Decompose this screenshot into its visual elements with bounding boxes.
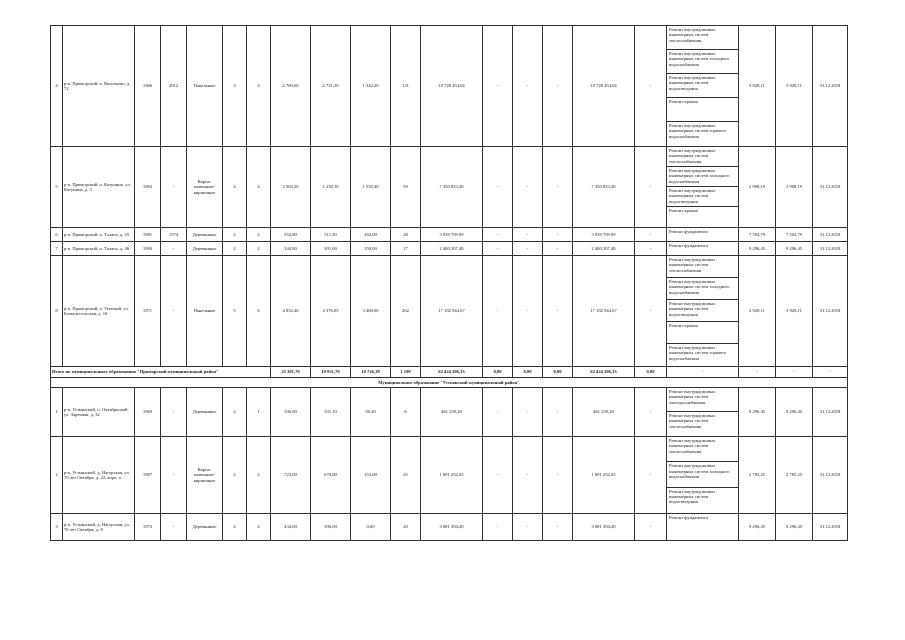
cell-works bbox=[667, 256, 739, 367]
cell-area-total: 723,00 bbox=[271, 437, 311, 514]
cell-year-built: 1994 bbox=[135, 242, 161, 256]
cell-cost-total: 461 239,20 bbox=[421, 388, 483, 437]
cell-cost-total: 1 891 252,65 bbox=[421, 437, 483, 514]
cell-f2: - bbox=[513, 437, 543, 514]
cell-walls: Кирпо-каменные/кирпичные bbox=[187, 437, 223, 514]
work-item: Ремонт внутридомовых инженерных систем горячего водоснабжения bbox=[669, 123, 727, 139]
cell-deadline: 31.12.2018 bbox=[813, 147, 848, 228]
cell-addr: р-к. Приморский, п. Уемский, ул. Большесельская, д. 16 bbox=[63, 256, 135, 367]
cell-walls: Деревянные bbox=[187, 388, 223, 437]
cell-entrances: 2 bbox=[247, 242, 271, 256]
primorsky-rows bbox=[51, 26, 848, 367]
cell-year-mod: - bbox=[161, 388, 187, 437]
work-item: Ремонт внутридомовых инженерных систем теплоснабжения bbox=[667, 256, 738, 278]
cell-no: 5 bbox=[51, 147, 63, 228]
cell-deadline: 31.12.2018 bbox=[813, 513, 848, 540]
cell-f3: - bbox=[543, 228, 573, 242]
cell-works bbox=[667, 147, 739, 228]
total-area-living: 19 931,70 bbox=[311, 367, 351, 378]
cell-limit-cost: 2 785,25 bbox=[776, 437, 813, 514]
cell-area-res: 1 342,20 bbox=[351, 26, 391, 147]
cell-walls: Деревянные bbox=[187, 228, 223, 242]
cell-walls: Кирпо-каменные/кирпичные bbox=[187, 147, 223, 228]
total-area-total: 25 301,70 bbox=[271, 367, 311, 378]
cell-other: - bbox=[635, 513, 667, 540]
cell-unit-cost: 9 296,45 bbox=[739, 513, 776, 540]
total-label: Итого по муниципальному образованию "Приморский муниципальный район" bbox=[51, 367, 271, 378]
cell-area-res: 153,00 bbox=[351, 437, 391, 514]
cell-year-built: 1969 bbox=[135, 388, 161, 437]
total-dash-3: - bbox=[776, 367, 813, 378]
work-item: Ремонт внутридомовых инженерных систем холодного водоснабжения bbox=[667, 50, 738, 74]
cell-own: 3 039 709,99 bbox=[573, 228, 635, 242]
cell-addr: р-к. Приморский, п. Талаги, д. 25 bbox=[63, 228, 135, 242]
cell-unit-cost: 7 504,79 bbox=[739, 228, 776, 242]
cell-area-res: 1 535,40 bbox=[351, 147, 391, 228]
cell-floors: 2 bbox=[223, 228, 247, 242]
ustyansky-rows bbox=[51, 388, 848, 541]
work-item: Ремонт крыши bbox=[669, 208, 698, 213]
cell-no: 2 bbox=[51, 437, 63, 514]
work-item: Ремонт внутридомовых инженерных систем горячего водоснабжения bbox=[669, 345, 727, 361]
cell-no: 4 bbox=[51, 26, 63, 147]
cell-other: - bbox=[635, 437, 667, 514]
cell-limit-cost: 3 928,11 bbox=[776, 256, 813, 367]
cell-year-built: 1987 bbox=[135, 437, 161, 514]
cell-f2: - bbox=[513, 147, 543, 228]
cell-unit-cost: 9 296,45 bbox=[739, 242, 776, 256]
cell-deadline: 31.12.2018 bbox=[813, 388, 848, 437]
cell-area-total: 434,00 bbox=[271, 513, 311, 540]
cell-area-living: 331,10 bbox=[311, 388, 351, 437]
cell-area-living: 396,00 bbox=[311, 513, 351, 540]
cell-cost-total: 3 039 709,99 bbox=[421, 228, 483, 242]
cell-no: 3 bbox=[51, 513, 63, 540]
cell-entrances: 2 bbox=[247, 437, 271, 514]
cell-cost-total: 3 681 394,20 bbox=[421, 513, 483, 540]
cell-f1: - bbox=[483, 388, 513, 437]
work-item: Ремонт внутридомовых инженерных систем теплоснабжения bbox=[667, 26, 738, 50]
cell-no: 8 bbox=[51, 256, 63, 367]
cell-addr: р-к. Приморский, п. Катунино, ул. Катунина, д. 3 bbox=[63, 147, 135, 228]
cell-residents: 6 bbox=[391, 388, 421, 437]
cell-f2: - bbox=[513, 242, 543, 256]
cell-f1: - bbox=[483, 26, 513, 147]
cell-year-mod: - bbox=[161, 437, 187, 514]
cell-area-res: 56,20 bbox=[351, 388, 391, 437]
cell-works bbox=[667, 26, 739, 147]
table-row bbox=[51, 228, 848, 242]
cell-f1: - bbox=[483, 513, 513, 540]
total-residents: 1 199 bbox=[391, 367, 421, 378]
cell-f1: - bbox=[483, 147, 513, 228]
cell-year-mod: - bbox=[161, 242, 187, 256]
table-row bbox=[51, 256, 848, 367]
cell-unit-cost: 2 908,19 bbox=[739, 147, 776, 228]
cell-unit-cost: 2 785,25 bbox=[739, 437, 776, 514]
cell-deadline: 31.12.2018 bbox=[813, 256, 848, 367]
total-area-res: 10 726,38 bbox=[351, 367, 391, 378]
work-item: Ремонт внутридомовых инженерных систем холодного водоснабжения bbox=[667, 462, 738, 487]
cell-own: 10 728 454,04 bbox=[573, 26, 635, 147]
cell-f3: - bbox=[543, 26, 573, 147]
work-item: Ремонт внутридомовых инженерных систем теплоснабжения bbox=[667, 147, 738, 167]
cell-works bbox=[667, 242, 739, 256]
table-row bbox=[51, 513, 848, 540]
cell-limit-cost: 9 296,45 bbox=[776, 513, 813, 540]
cell-year-built: 1971 bbox=[135, 256, 161, 367]
cell-entrances: 4 bbox=[247, 26, 271, 147]
table-row bbox=[51, 26, 848, 147]
cell-walls: Панельные bbox=[187, 26, 223, 147]
cell-unit-cost: 3 928,11 bbox=[739, 26, 776, 147]
cell-floors: 2 bbox=[223, 388, 247, 437]
cell-addr: р-к. Приморский, п. Талаги, д. 46 bbox=[63, 242, 135, 256]
cell-f1: - bbox=[483, 228, 513, 242]
cell-entrances: 2 bbox=[247, 228, 271, 242]
cell-own: 7 350 853,20 bbox=[573, 147, 635, 228]
table-row bbox=[51, 388, 848, 437]
work-item: Ремонт внутридомовых инженерных систем водоотведения bbox=[667, 300, 738, 322]
cell-deadline: 31.12.2018 bbox=[813, 228, 848, 242]
cell-deadline: 31.12.2018 bbox=[813, 26, 848, 147]
cell-area-total: 2 563,20 bbox=[271, 147, 311, 228]
cell-limit-cost: 9 296,45 bbox=[776, 242, 813, 256]
cell-f2: - bbox=[513, 256, 543, 367]
cell-year-mod: - bbox=[161, 513, 187, 540]
cell-walls: Деревянные bbox=[187, 242, 223, 256]
cell-addr: р-к. Устьянский, п. Октябрьский, ул. Заречная, д. 32 bbox=[63, 388, 135, 437]
total-f2: 0,00 bbox=[513, 367, 543, 378]
cell-cost-total: 17 182 944,67 bbox=[421, 256, 483, 367]
cell-entrances: 6 bbox=[247, 256, 271, 367]
total-f3: 0,00 bbox=[543, 367, 573, 378]
cell-year-built: 1966 bbox=[135, 26, 161, 147]
cell-cost-total: 2 400 207,48 bbox=[421, 242, 483, 256]
cell-works bbox=[667, 388, 739, 437]
cell-floors: 2 bbox=[223, 437, 247, 514]
total-dash-4: - bbox=[813, 367, 848, 378]
cell-other: - bbox=[635, 147, 667, 228]
cell-limit-cost: 2 908,19 bbox=[776, 147, 813, 228]
cell-walls: Деревянные bbox=[187, 513, 223, 540]
cell-area-res: 262,00 bbox=[351, 228, 391, 242]
cell-f2: - bbox=[513, 513, 543, 540]
total-row bbox=[51, 367, 848, 378]
cell-no: 7 bbox=[51, 242, 63, 256]
cell-floors: 2 bbox=[223, 513, 247, 540]
cell-f1: - bbox=[483, 437, 513, 514]
work-item: Ремонт внутридомовых инженерных систем водоотведения bbox=[669, 488, 716, 505]
cell-other: - bbox=[635, 388, 667, 437]
cell-other: - bbox=[635, 26, 667, 147]
cell-unit-cost: 3 928,11 bbox=[739, 256, 776, 367]
cell-residents: 45 bbox=[391, 437, 421, 514]
work-item: Ремонт внутридомовых инженерных систем водоотведения bbox=[667, 74, 738, 98]
cell-unit-cost: 9 296,45 bbox=[739, 388, 776, 437]
cell-area-living: 301,00 bbox=[311, 242, 351, 256]
cell-f2: - bbox=[513, 26, 543, 147]
cell-year-built: 1981 bbox=[135, 228, 161, 242]
work-item: Ремонт внутридомовых инженерных систем холодного водоснабжения bbox=[667, 167, 738, 187]
total-cost: 62 424 206,33 bbox=[421, 367, 483, 378]
cell-area-total: 344,80 bbox=[271, 242, 311, 256]
cell-area-total: 336,00 bbox=[271, 388, 311, 437]
section-header-row bbox=[51, 378, 848, 388]
cell-area-living: 670,00 bbox=[311, 437, 351, 514]
cell-other: - bbox=[635, 228, 667, 242]
work-item: Ремонт внутридомовых инженерных систем холодного водоснабжения bbox=[667, 278, 738, 300]
cell-area-total: 4 832,40 bbox=[271, 256, 311, 367]
cell-area-total: 552,80 bbox=[271, 228, 311, 242]
cell-area-res: 150,00 bbox=[351, 242, 391, 256]
work-item: Ремонт внутридомовых инженерных систем водоотведения bbox=[667, 187, 738, 207]
cell-own: 2 400 207,48 bbox=[573, 242, 635, 256]
work-item: Ремонт внутридомовых инженерных систем теплоснабжения bbox=[667, 437, 738, 462]
cell-own: 3 681 394,20 bbox=[573, 513, 635, 540]
cell-own: 17 182 944,67 bbox=[573, 256, 635, 367]
cell-year-built: 1973 bbox=[135, 513, 161, 540]
total-f1: 0,00 bbox=[483, 367, 513, 378]
cell-area-total: 2 769,60 bbox=[271, 26, 311, 147]
cell-residents: 262 bbox=[391, 256, 421, 367]
cell-year-mod: 1974 bbox=[161, 228, 187, 242]
cell-residents: 17 bbox=[391, 242, 421, 256]
cell-area-living: 511,50 bbox=[311, 228, 351, 242]
table-row bbox=[51, 242, 848, 256]
cell-addr: р-к. Устьянский, д. Нагорская, ул. 70 лет Октября, д. 22, корп. а bbox=[63, 437, 135, 514]
table-row bbox=[51, 437, 848, 514]
cell-addr: р-к. Приморский, п. Васильево, д. 72 bbox=[63, 26, 135, 147]
cell-residents: 28 bbox=[391, 228, 421, 242]
cell-floors: 3 bbox=[223, 26, 247, 147]
cell-area-res: 0,00 bbox=[351, 513, 391, 540]
cell-f2: - bbox=[513, 388, 543, 437]
work-item: Ремонт внутридомовых инженерных систем теплоснабжения bbox=[669, 413, 716, 429]
work-item: Ремонт крыши bbox=[667, 98, 738, 122]
table-row bbox=[51, 147, 848, 228]
total-dash-1: - bbox=[667, 367, 739, 378]
cell-no: 1 bbox=[51, 388, 63, 437]
cell-limit-cost: 9 296,45 bbox=[776, 388, 813, 437]
work-item: Ремонт внутридомовых инженерных систем электроснабжения bbox=[667, 388, 738, 412]
cell-works bbox=[667, 513, 739, 540]
cell-f2: - bbox=[513, 228, 543, 242]
cell-limit-cost: 7 504,79 bbox=[776, 228, 813, 242]
cell-year-built: 1963 bbox=[135, 147, 161, 228]
cell-f1: - bbox=[483, 256, 513, 367]
work-item: Ремонт фундамента bbox=[669, 514, 708, 520]
cell-f3: - bbox=[543, 256, 573, 367]
total-dash-2: - bbox=[739, 367, 776, 378]
cell-deadline: 31.12.2018 bbox=[813, 437, 848, 514]
cell-f3: - bbox=[543, 513, 573, 540]
work-item: Ремонт фундамента bbox=[669, 243, 708, 248]
cell-residents: 20 bbox=[391, 513, 421, 540]
cell-other: - bbox=[635, 256, 667, 367]
cell-other: - bbox=[635, 242, 667, 256]
cell-works bbox=[667, 228, 739, 242]
cell-area-living: 2 731,20 bbox=[311, 26, 351, 147]
work-item: Ремонт фундамента bbox=[669, 229, 708, 234]
cell-f1: - bbox=[483, 242, 513, 256]
cell-floors: 5 bbox=[223, 256, 247, 367]
cell-own: 1 891 252,65 bbox=[573, 437, 635, 514]
cell-residents: 59 bbox=[391, 147, 421, 228]
cell-entrances: 2 bbox=[247, 513, 271, 540]
total-own: 62 424 206,33 bbox=[573, 367, 635, 378]
cell-works bbox=[667, 437, 739, 514]
cell-f3: - bbox=[543, 242, 573, 256]
cell-area-living: 1 238,10 bbox=[311, 147, 351, 228]
cell-addr: р-к. Устьянский, д. Нагорская, ул. 70 лет Октября, д. 8 bbox=[63, 513, 135, 540]
cell-cost-total: 7 350 853,20 bbox=[421, 147, 483, 228]
cell-no: 6 bbox=[51, 228, 63, 242]
cell-residents: 131 bbox=[391, 26, 421, 147]
section-title: Муниципальное образование "Устьянский муниципальный район" bbox=[51, 378, 848, 388]
cell-entrances: 4 bbox=[247, 147, 271, 228]
cell-entrances: 1 bbox=[247, 388, 271, 437]
capital-repair-registry-table bbox=[50, 25, 848, 541]
cell-floors: 2 bbox=[223, 242, 247, 256]
work-item: Ремонт крыши bbox=[667, 322, 738, 344]
cell-deadline: 31.12.2018 bbox=[813, 242, 848, 256]
cell-year-mod: - bbox=[161, 256, 187, 367]
cell-area-living: 4 376,05 bbox=[311, 256, 351, 367]
cell-walls: Панельные bbox=[187, 256, 223, 367]
cell-f3: - bbox=[543, 388, 573, 437]
cell-year-mod: 2012 bbox=[161, 26, 187, 147]
cell-floors: 4 bbox=[223, 147, 247, 228]
cell-f3: - bbox=[543, 147, 573, 228]
cell-area-res: 3 400,00 bbox=[351, 256, 391, 367]
cell-year-mod: - bbox=[161, 147, 187, 228]
total-other: 0,00 bbox=[635, 367, 667, 378]
cell-limit-cost: 3 928,11 bbox=[776, 26, 813, 147]
cell-f3: - bbox=[543, 437, 573, 514]
primorsky-total bbox=[51, 367, 848, 388]
cell-own: 461 239,20 bbox=[573, 388, 635, 437]
cell-cost-total: 10 728 454,04 bbox=[421, 26, 483, 147]
